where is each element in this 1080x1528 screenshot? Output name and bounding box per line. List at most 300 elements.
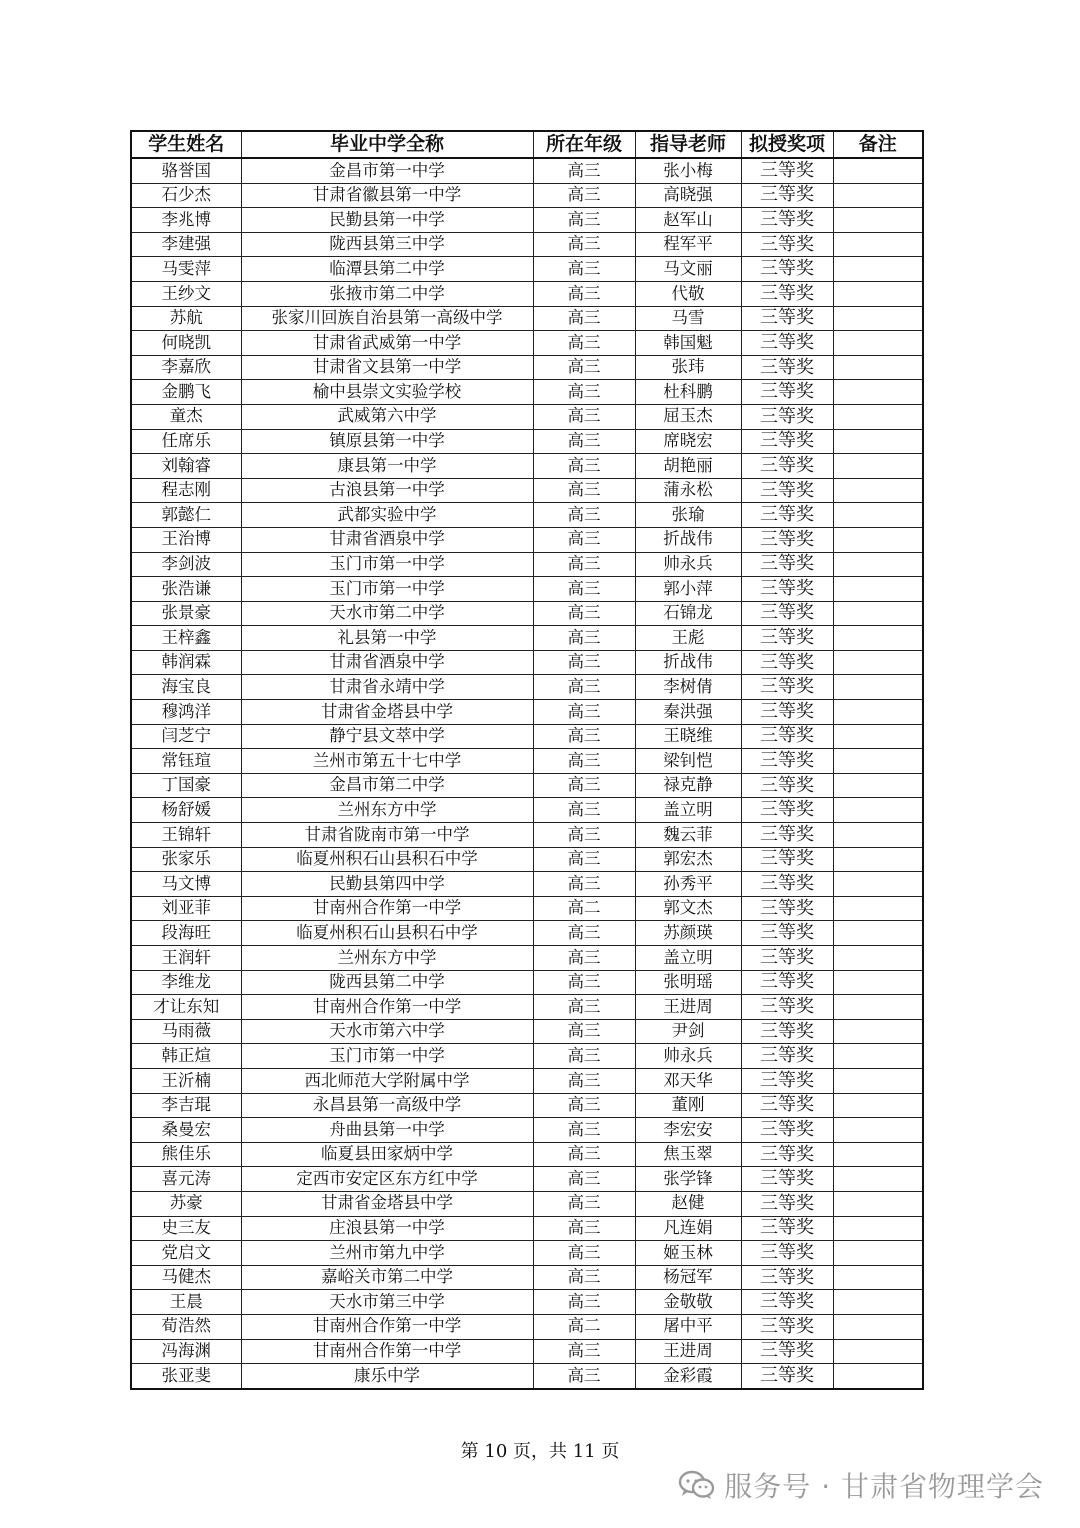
cell-school: 甘南州合作第一中学 bbox=[241, 896, 533, 921]
cell-student-name: 马雨薇 bbox=[131, 1019, 241, 1044]
cell-note bbox=[833, 847, 923, 872]
cell-student-name: 王纱文 bbox=[131, 281, 241, 306]
cell-note bbox=[833, 552, 923, 577]
table-row bbox=[131, 1339, 923, 1364]
cell-teacher: 杨冠军 bbox=[635, 1265, 741, 1290]
table-row bbox=[131, 995, 923, 1020]
watermark bbox=[678, 1464, 1044, 1506]
cell-note bbox=[833, 1339, 923, 1364]
cell-school: 甘肃省武威第一中学 bbox=[241, 331, 533, 356]
table-row bbox=[131, 306, 923, 331]
cell-student-name: 金鹏飞 bbox=[131, 380, 241, 405]
cell-grade: 高三 bbox=[533, 331, 635, 356]
cell-grade: 高三 bbox=[533, 847, 635, 872]
cell-note bbox=[833, 281, 923, 306]
cell-grade: 高三 bbox=[533, 232, 635, 257]
cell-student-name: 苏豪 bbox=[131, 1191, 241, 1216]
cell-school: 甘肃省徽县第一中学 bbox=[241, 183, 533, 208]
cell-award: 三等奖 bbox=[741, 527, 833, 552]
cell-school: 甘肃省陇南市第一中学 bbox=[241, 823, 533, 848]
cell-note bbox=[833, 1191, 923, 1216]
cell-teacher: 胡艳丽 bbox=[635, 454, 741, 479]
cell-note bbox=[833, 503, 923, 528]
cell-grade: 高三 bbox=[533, 158, 635, 183]
cell-student-name: 何晓凯 bbox=[131, 331, 241, 356]
cell-note bbox=[833, 995, 923, 1020]
cell-school: 甘肃省金塔县中学 bbox=[241, 700, 533, 725]
cell-grade: 高三 bbox=[533, 1364, 635, 1389]
cell-grade: 高三 bbox=[533, 1216, 635, 1241]
cell-note bbox=[833, 1290, 923, 1315]
cell-note bbox=[833, 1364, 923, 1389]
table-row bbox=[131, 331, 923, 356]
cell-school: 天水市第三中学 bbox=[241, 1290, 533, 1315]
cell-school: 庄浪县第一中学 bbox=[241, 1216, 533, 1241]
cell-note bbox=[833, 527, 923, 552]
cell-school: 天水市第二中学 bbox=[241, 601, 533, 626]
cell-student-name: 马文博 bbox=[131, 872, 241, 897]
cell-teacher: 帅永兵 bbox=[635, 552, 741, 577]
cell-note bbox=[833, 232, 923, 257]
cell-grade: 高三 bbox=[533, 1019, 635, 1044]
cell-school: 西北师范大学附属中学 bbox=[241, 1068, 533, 1093]
cell-student-name: 李兆博 bbox=[131, 208, 241, 233]
cell-grade: 高三 bbox=[533, 552, 635, 577]
table-row bbox=[131, 1044, 923, 1069]
cell-student-name: 段海旺 bbox=[131, 921, 241, 946]
cell-student-name: 闫芝宁 bbox=[131, 724, 241, 749]
cell-note bbox=[833, 454, 923, 479]
cell-teacher: 魏云菲 bbox=[635, 823, 741, 848]
cell-award: 三等奖 bbox=[741, 1191, 833, 1216]
cell-award: 三等奖 bbox=[741, 503, 833, 528]
cell-grade: 高三 bbox=[533, 306, 635, 331]
cell-student-name: 史三友 bbox=[131, 1216, 241, 1241]
cell-grade: 高三 bbox=[533, 995, 635, 1020]
cell-teacher: 折战伟 bbox=[635, 650, 741, 675]
table-row bbox=[131, 281, 923, 306]
page-number: 第 10 页，共 11 页 bbox=[460, 1441, 620, 1462]
cell-note bbox=[833, 158, 923, 183]
cell-student-name: 王润轩 bbox=[131, 946, 241, 971]
cell-award: 三等奖 bbox=[741, 1068, 833, 1093]
cell-note bbox=[833, 1118, 923, 1143]
cell-grade: 高三 bbox=[533, 527, 635, 552]
cell-note bbox=[833, 331, 923, 356]
cell-teacher: 代敬 bbox=[635, 281, 741, 306]
cell-award: 三等奖 bbox=[741, 355, 833, 380]
cell-school: 静宁县文萃中学 bbox=[241, 724, 533, 749]
table-row bbox=[131, 1265, 923, 1290]
cell-award: 三等奖 bbox=[741, 650, 833, 675]
table-row bbox=[131, 1118, 923, 1143]
cell-teacher: 盖立明 bbox=[635, 798, 741, 823]
cell-grade: 高三 bbox=[533, 700, 635, 725]
cell-teacher: 马文丽 bbox=[635, 257, 741, 282]
cell-student-name: 王梓鑫 bbox=[131, 626, 241, 651]
cell-award: 三等奖 bbox=[741, 380, 833, 405]
cell-award: 三等奖 bbox=[741, 626, 833, 651]
table-row bbox=[131, 527, 923, 552]
cell-teacher: 席晓宏 bbox=[635, 429, 741, 454]
cell-award: 三等奖 bbox=[741, 773, 833, 798]
cell-student-name: 荀浩然 bbox=[131, 1314, 241, 1339]
cell-school: 甘肃省文县第一中学 bbox=[241, 355, 533, 380]
cell-award: 三等奖 bbox=[741, 478, 833, 503]
cell-grade: 高三 bbox=[533, 921, 635, 946]
table-row bbox=[131, 773, 923, 798]
cell-award: 三等奖 bbox=[741, 995, 833, 1020]
cell-student-name: 韩正煊 bbox=[131, 1044, 241, 1069]
cell-teacher: 屠中平 bbox=[635, 1314, 741, 1339]
cell-teacher: 张玮 bbox=[635, 355, 741, 380]
cell-award: 三等奖 bbox=[741, 921, 833, 946]
cell-award: 三等奖 bbox=[741, 1142, 833, 1167]
cell-student-name: 韩润霖 bbox=[131, 650, 241, 675]
cell-note bbox=[833, 355, 923, 380]
cell-student-name: 张浩谦 bbox=[131, 577, 241, 602]
cell-note bbox=[833, 970, 923, 995]
table-row bbox=[131, 921, 923, 946]
cell-note bbox=[833, 1167, 923, 1192]
cell-note bbox=[833, 208, 923, 233]
cell-award: 三等奖 bbox=[741, 331, 833, 356]
table-row bbox=[131, 232, 923, 257]
cell-student-name: 王锦轩 bbox=[131, 823, 241, 848]
cell-note bbox=[833, 749, 923, 774]
cell-school: 甘肃省酒泉中学 bbox=[241, 527, 533, 552]
cell-school: 武威第六中学 bbox=[241, 404, 533, 429]
cell-grade: 高三 bbox=[533, 380, 635, 405]
cell-note bbox=[833, 675, 923, 700]
table-row bbox=[131, 601, 923, 626]
cell-award: 三等奖 bbox=[741, 896, 833, 921]
header-teacher: 指导老师 bbox=[635, 131, 741, 158]
cell-award: 三等奖 bbox=[741, 183, 833, 208]
cell-award: 三等奖 bbox=[741, 158, 833, 183]
cell-school: 舟曲县第一中学 bbox=[241, 1118, 533, 1143]
header-award: 拟授奖项 bbox=[741, 131, 833, 158]
cell-teacher: 孙秀平 bbox=[635, 872, 741, 897]
cell-teacher: 郭文杰 bbox=[635, 896, 741, 921]
cell-teacher: 王进周 bbox=[635, 995, 741, 1020]
cell-award: 三等奖 bbox=[741, 1364, 833, 1389]
cell-student-name: 马雯萍 bbox=[131, 257, 241, 282]
cell-teacher: 苏颜瑛 bbox=[635, 921, 741, 946]
cell-teacher: 王晓维 bbox=[635, 724, 741, 749]
cell-grade: 高三 bbox=[533, 626, 635, 651]
table-row bbox=[131, 478, 923, 503]
cell-award: 三等奖 bbox=[741, 552, 833, 577]
cell-school: 永昌县第一高级中学 bbox=[241, 1093, 533, 1118]
cell-student-name: 喜元涛 bbox=[131, 1167, 241, 1192]
cell-teacher: 秦洪强 bbox=[635, 700, 741, 725]
header-student-name: 学生姓名 bbox=[131, 131, 241, 158]
cell-award: 三等奖 bbox=[741, 700, 833, 725]
cell-note bbox=[833, 1093, 923, 1118]
cell-grade: 高三 bbox=[533, 724, 635, 749]
header-grade: 所在年级 bbox=[533, 131, 635, 158]
table-row bbox=[131, 257, 923, 282]
cell-school: 嘉峪关市第二中学 bbox=[241, 1265, 533, 1290]
cell-school: 兰州市第五十七中学 bbox=[241, 749, 533, 774]
table-row bbox=[131, 970, 923, 995]
header-note: 备注 bbox=[833, 131, 923, 158]
cell-award: 三等奖 bbox=[741, 823, 833, 848]
cell-note bbox=[833, 478, 923, 503]
cell-award: 三等奖 bbox=[741, 1290, 833, 1315]
cell-student-name: 李吉琨 bbox=[131, 1093, 241, 1118]
cell-note bbox=[833, 1142, 923, 1167]
cell-note bbox=[833, 1265, 923, 1290]
cell-grade: 高三 bbox=[533, 970, 635, 995]
cell-school: 榆中县崇文实验学校 bbox=[241, 380, 533, 405]
cell-award: 三等奖 bbox=[741, 1339, 833, 1364]
cell-school: 甘南州合作第一中学 bbox=[241, 995, 533, 1020]
cell-grade: 高三 bbox=[533, 675, 635, 700]
cell-note bbox=[833, 946, 923, 971]
cell-grade: 高三 bbox=[533, 208, 635, 233]
cell-school: 临夏县田家炳中学 bbox=[241, 1142, 533, 1167]
table-row bbox=[131, 454, 923, 479]
cell-note bbox=[833, 872, 923, 897]
table-row bbox=[131, 1216, 923, 1241]
table-row bbox=[131, 552, 923, 577]
cell-school: 甘肃省金塔县中学 bbox=[241, 1191, 533, 1216]
cell-school: 甘南州合作第一中学 bbox=[241, 1339, 533, 1364]
cell-school: 康县第一中学 bbox=[241, 454, 533, 479]
cell-teacher: 李树倩 bbox=[635, 675, 741, 700]
cell-student-name: 李维龙 bbox=[131, 970, 241, 995]
table-row bbox=[131, 380, 923, 405]
cell-student-name: 石少杰 bbox=[131, 183, 241, 208]
cell-grade: 高三 bbox=[533, 1167, 635, 1192]
cell-teacher: 李宏安 bbox=[635, 1118, 741, 1143]
cell-school: 兰州市第九中学 bbox=[241, 1241, 533, 1266]
cell-student-name: 杨舒媛 bbox=[131, 798, 241, 823]
cell-school: 玉门市第一中学 bbox=[241, 1044, 533, 1069]
cell-school: 张家川回族自治县第一高级中学 bbox=[241, 306, 533, 331]
cell-student-name: 张家乐 bbox=[131, 847, 241, 872]
cell-award: 三等奖 bbox=[741, 577, 833, 602]
table-row bbox=[131, 1290, 923, 1315]
cell-school: 镇原县第一中学 bbox=[241, 429, 533, 454]
cell-grade: 高三 bbox=[533, 601, 635, 626]
cell-grade: 高三 bbox=[533, 1118, 635, 1143]
cell-student-name: 张亚斐 bbox=[131, 1364, 241, 1389]
cell-grade: 高三 bbox=[533, 577, 635, 602]
table-row bbox=[131, 1142, 923, 1167]
cell-grade: 高三 bbox=[533, 1339, 635, 1364]
cell-award: 三等奖 bbox=[741, 1093, 833, 1118]
cell-school: 康乐中学 bbox=[241, 1364, 533, 1389]
cell-student-name: 穆鸿洋 bbox=[131, 700, 241, 725]
cell-note bbox=[833, 798, 923, 823]
table-header-row bbox=[131, 131, 923, 158]
cell-grade: 高三 bbox=[533, 429, 635, 454]
table-row bbox=[131, 1019, 923, 1044]
cell-school: 甘肃省酒泉中学 bbox=[241, 650, 533, 675]
table-row bbox=[131, 650, 923, 675]
cell-student-name: 马健杰 bbox=[131, 1265, 241, 1290]
cell-note bbox=[833, 700, 923, 725]
table-row bbox=[131, 1191, 923, 1216]
cell-school: 甘肃省永靖中学 bbox=[241, 675, 533, 700]
cell-award: 三等奖 bbox=[741, 257, 833, 282]
cell-award: 三等奖 bbox=[741, 946, 833, 971]
cell-school: 金昌市第二中学 bbox=[241, 773, 533, 798]
watermark-text: 服务号 · 甘肃省物理学会 bbox=[724, 1470, 1044, 1503]
cell-award: 三等奖 bbox=[741, 404, 833, 429]
cell-note bbox=[833, 896, 923, 921]
cell-teacher: 张明瑶 bbox=[635, 970, 741, 995]
cell-student-name: 王沂楠 bbox=[131, 1068, 241, 1093]
cell-grade: 高三 bbox=[533, 1068, 635, 1093]
cell-teacher: 帅永兵 bbox=[635, 1044, 741, 1069]
cell-school: 甘南州合作第一中学 bbox=[241, 1314, 533, 1339]
cell-award: 三等奖 bbox=[741, 847, 833, 872]
table-row bbox=[131, 675, 923, 700]
cell-teacher: 王进周 bbox=[635, 1339, 741, 1364]
table-row bbox=[131, 183, 923, 208]
cell-grade: 高三 bbox=[533, 503, 635, 528]
table-row bbox=[131, 355, 923, 380]
cell-student-name: 李剑波 bbox=[131, 552, 241, 577]
cell-award: 三等奖 bbox=[741, 281, 833, 306]
table-row bbox=[131, 1068, 923, 1093]
cell-grade: 高三 bbox=[533, 478, 635, 503]
cell-school: 民勤县第四中学 bbox=[241, 872, 533, 897]
cell-award: 三等奖 bbox=[741, 1216, 833, 1241]
cell-teacher: 张学锋 bbox=[635, 1167, 741, 1192]
table-row bbox=[131, 1167, 923, 1192]
cell-grade: 高三 bbox=[533, 650, 635, 675]
cell-note bbox=[833, 650, 923, 675]
cell-note bbox=[833, 404, 923, 429]
cell-grade: 高三 bbox=[533, 257, 635, 282]
cell-student-name: 王晨 bbox=[131, 1290, 241, 1315]
cell-teacher: 郭宏杰 bbox=[635, 847, 741, 872]
cell-grade: 高三 bbox=[533, 1241, 635, 1266]
cell-teacher: 石锦龙 bbox=[635, 601, 741, 626]
cell-award: 三等奖 bbox=[741, 429, 833, 454]
cell-teacher: 禄克静 bbox=[635, 773, 741, 798]
cell-grade: 高三 bbox=[533, 798, 635, 823]
cell-award: 三等奖 bbox=[741, 1314, 833, 1339]
cell-note bbox=[833, 1216, 923, 1241]
cell-school: 临潭县第二中学 bbox=[241, 257, 533, 282]
cell-award: 三等奖 bbox=[741, 306, 833, 331]
cell-student-name: 丁国豪 bbox=[131, 773, 241, 798]
cell-award: 三等奖 bbox=[741, 675, 833, 700]
cell-teacher: 董刚 bbox=[635, 1093, 741, 1118]
cell-award: 三等奖 bbox=[741, 798, 833, 823]
cell-note bbox=[833, 306, 923, 331]
award-list-table bbox=[130, 130, 924, 1390]
table-row bbox=[131, 503, 923, 528]
cell-note bbox=[833, 601, 923, 626]
cell-award: 三等奖 bbox=[741, 970, 833, 995]
table-row bbox=[131, 896, 923, 921]
cell-teacher: 张小梅 bbox=[635, 158, 741, 183]
cell-award: 三等奖 bbox=[741, 601, 833, 626]
cell-student-name: 苏航 bbox=[131, 306, 241, 331]
cell-school: 古浪县第一中学 bbox=[241, 478, 533, 503]
cell-note bbox=[833, 626, 923, 651]
cell-grade: 高三 bbox=[533, 183, 635, 208]
table-row bbox=[131, 208, 923, 233]
cell-grade: 高三 bbox=[533, 773, 635, 798]
cell-grade: 高二 bbox=[533, 896, 635, 921]
table-row bbox=[131, 872, 923, 897]
cell-note bbox=[833, 380, 923, 405]
cell-note bbox=[833, 1314, 923, 1339]
cell-student-name: 王治博 bbox=[131, 527, 241, 552]
table-row bbox=[131, 847, 923, 872]
cell-student-name: 党启文 bbox=[131, 1241, 241, 1266]
cell-award: 三等奖 bbox=[741, 208, 833, 233]
cell-grade: 高三 bbox=[533, 1290, 635, 1315]
cell-teacher: 张瑜 bbox=[635, 503, 741, 528]
cell-grade: 高三 bbox=[533, 749, 635, 774]
cell-award: 三等奖 bbox=[741, 1118, 833, 1143]
cell-school: 定西市安定区东方红中学 bbox=[241, 1167, 533, 1192]
cell-school: 礼县第一中学 bbox=[241, 626, 533, 651]
table-row bbox=[131, 1093, 923, 1118]
cell-note bbox=[833, 1044, 923, 1069]
cell-school: 兰州东方中学 bbox=[241, 798, 533, 823]
cell-note bbox=[833, 921, 923, 946]
cell-grade: 高三 bbox=[533, 872, 635, 897]
cell-note bbox=[833, 1019, 923, 1044]
cell-student-name: 熊佳乐 bbox=[131, 1142, 241, 1167]
cell-grade: 高三 bbox=[533, 1265, 635, 1290]
cell-school: 玉门市第一中学 bbox=[241, 577, 533, 602]
cell-grade: 高三 bbox=[533, 946, 635, 971]
cell-teacher: 焦玉翠 bbox=[635, 1142, 741, 1167]
cell-award: 三等奖 bbox=[741, 1265, 833, 1290]
cell-grade: 高三 bbox=[533, 404, 635, 429]
cell-teacher: 赵军山 bbox=[635, 208, 741, 233]
cell-school: 临夏州积石山县积石中学 bbox=[241, 921, 533, 946]
cell-grade: 高三 bbox=[533, 454, 635, 479]
cell-student-name: 海宝良 bbox=[131, 675, 241, 700]
table-row bbox=[131, 429, 923, 454]
cell-school: 临夏州积石山县积石中学 bbox=[241, 847, 533, 872]
cell-note bbox=[833, 577, 923, 602]
cell-student-name: 张景豪 bbox=[131, 601, 241, 626]
table-row bbox=[131, 577, 923, 602]
cell-student-name: 刘翰睿 bbox=[131, 454, 241, 479]
cell-note bbox=[833, 724, 923, 749]
cell-teacher: 屈玉杰 bbox=[635, 404, 741, 429]
cell-school: 陇西县第二中学 bbox=[241, 970, 533, 995]
cell-teacher: 梁钊恺 bbox=[635, 749, 741, 774]
cell-award: 三等奖 bbox=[741, 1019, 833, 1044]
cell-award: 三等奖 bbox=[741, 872, 833, 897]
table-row bbox=[131, 724, 923, 749]
cell-award: 三等奖 bbox=[741, 1044, 833, 1069]
cell-student-name: 刘亚菲 bbox=[131, 896, 241, 921]
table-row bbox=[131, 823, 923, 848]
cell-grade: 高三 bbox=[533, 1191, 635, 1216]
cell-school: 金昌市第一中学 bbox=[241, 158, 533, 183]
cell-note bbox=[833, 1241, 923, 1266]
cell-student-name: 常钰瑄 bbox=[131, 749, 241, 774]
cell-grade: 高三 bbox=[533, 281, 635, 306]
cell-teacher: 金彩霞 bbox=[635, 1364, 741, 1389]
cell-grade: 高三 bbox=[533, 355, 635, 380]
